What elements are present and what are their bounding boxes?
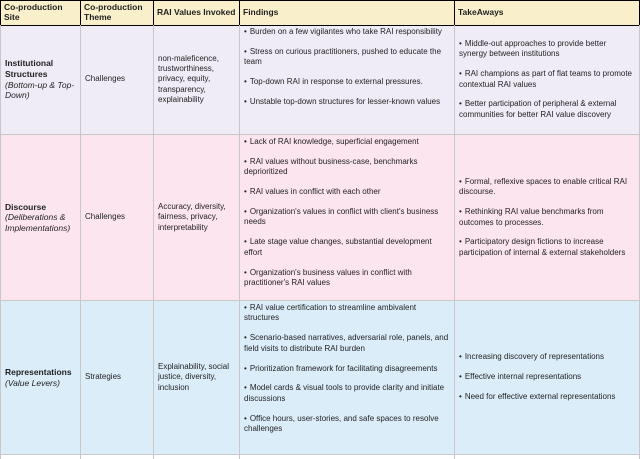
finding-item — [244, 333, 450, 354]
bullet-icon: • — [244, 413, 247, 423]
finding-item — [244, 364, 450, 374]
takeaways-list — [459, 39, 635, 120]
item-text: Organization's business values in conflict with practitioner's RAI values — [244, 267, 412, 288]
item-text: Better participation of peripheral & external communities for better RAI value discovery — [459, 99, 617, 119]
takeaways-cell — [455, 25, 640, 135]
takeaways-list — [459, 352, 635, 402]
theme-cell — [81, 135, 154, 301]
bullet-icon: • — [244, 187, 247, 197]
item-text: Lack of RAI knowledge, superficial engagement — [249, 137, 419, 146]
site-cell — [0, 301, 81, 455]
finding-item — [244, 47, 450, 68]
finding-item — [244, 77, 450, 87]
takeaway-item — [459, 207, 635, 228]
bullet-icon: • — [459, 372, 462, 382]
finding-item — [244, 303, 450, 324]
finding-item — [244, 383, 450, 404]
bullet-icon: • — [244, 207, 247, 217]
finding-item — [244, 268, 450, 289]
finding-item — [244, 207, 450, 228]
item-text: Burden on a few vigilantes who take RAI responsibility — [249, 27, 442, 36]
bullet-icon: • — [459, 99, 462, 109]
site-subtitle: (Value Levers) — [5, 377, 60, 388]
theme-label: Challenges — [85, 74, 126, 84]
findings-cell — [240, 135, 455, 301]
item-text: Middle-out approaches to provide better synergy between institutions — [459, 38, 607, 59]
bullet-icon: • — [244, 77, 247, 87]
bullet-icon: • — [244, 333, 247, 343]
column-header-theme: Co-production Theme — [81, 1, 154, 26]
empty-cell — [0, 455, 81, 459]
item-text: Office hours, user-stories, and safe spaces to resolve challenges — [244, 413, 439, 434]
table-header-row — [0, 0, 640, 25]
takeaway-item — [459, 392, 635, 402]
theme-cell — [81, 301, 154, 455]
bullet-icon: • — [459, 352, 462, 362]
takeaway-item — [459, 237, 635, 258]
bullet-icon: • — [244, 363, 247, 373]
theme-label: Strategies — [85, 372, 122, 382]
finding-item — [244, 137, 450, 147]
bullet-icon: • — [244, 46, 247, 56]
bullet-icon: • — [244, 303, 247, 312]
findings-cell — [240, 301, 455, 455]
bullet-icon: • — [459, 38, 462, 48]
table-row-discourse — [0, 135, 640, 301]
findings-list — [244, 303, 450, 435]
item-text: Participatory design fictions to increase participation of internal & external stakeholders — [459, 237, 626, 257]
finding-item — [244, 414, 450, 435]
bullet-icon: • — [244, 267, 247, 277]
site-subtitle: (Bottom-up & Top-Down) — [5, 79, 75, 101]
column-header-site: Co-production Site — [0, 1, 81, 26]
item-text: Need for effective external representations — [464, 392, 616, 402]
empty-cell — [81, 455, 154, 459]
empty-cell — [455, 455, 640, 459]
takeaways-cell — [455, 301, 640, 455]
item-text: Model cards & visual tools to provide clarity and initiate discussions — [244, 383, 445, 403]
finding-item — [244, 237, 450, 258]
takeaways-cell — [455, 135, 640, 301]
bullet-icon: • — [244, 97, 247, 107]
bullet-icon: • — [244, 383, 247, 393]
item-text: Unstable top-down structures for lesser-known values — [249, 97, 441, 107]
item-text: RAI champions as part of flat teams to promote contextual RAI values — [459, 69, 632, 89]
item-text: RAI value certification to streamline ambivalent structures — [244, 303, 417, 323]
site-subtitle: (Deliberations & Implementations) — [5, 212, 71, 233]
site-cell — [0, 135, 81, 301]
item-text: RAI values in conflict with each other — [249, 187, 381, 197]
rai-values-cell — [154, 135, 240, 301]
item-text: Prioritization framework for facilitating disagreements — [249, 363, 438, 373]
bullet-icon: • — [244, 137, 247, 146]
item-text: Formal, reflexive spaces to enable critical RAI discourse. — [459, 176, 628, 197]
rai-values-text: Explainability, social justice, diversity, inclusion — [158, 361, 229, 392]
findings-list — [244, 137, 450, 288]
bullet-icon: • — [459, 207, 462, 217]
table-row-representations — [0, 301, 640, 455]
empty-cell — [240, 455, 455, 459]
finding-item — [244, 27, 450, 37]
takeaway-item — [459, 352, 635, 362]
item-text: RAI values without business-case, benchmarks deprioritized — [244, 156, 418, 177]
rai-values-text: non-maleficence, trustworthiness, privacy, equity, transparency, explainability — [158, 53, 219, 105]
rai-values-cell — [154, 301, 240, 455]
bullet-icon: • — [459, 69, 462, 79]
item-text: Scenario-based narratives, adversarial role, panels, and field visits to distribute RAI burden — [244, 333, 449, 353]
site-title: Representations — [5, 366, 72, 377]
item-text: Rethinking RAI value benchmarks from outcomes to processes. — [459, 207, 604, 227]
takeaway-item — [459, 177, 635, 198]
bullet-icon: • — [244, 156, 247, 166]
site-cell — [0, 25, 81, 135]
table-row-institutional-structures — [0, 25, 640, 135]
takeaway-item — [459, 99, 635, 120]
rai-values-text: Accuracy, diversity, fairness, privacy, interpretability — [158, 201, 226, 232]
site-title: Discourse — [5, 201, 47, 212]
findings-list — [244, 27, 450, 107]
bullet-icon: • — [459, 237, 462, 247]
column-header-rai-values: RAI Values Invoked — [154, 1, 240, 26]
item-text: Stress on curious practitioners, pushed to educate the team — [244, 46, 442, 67]
rai-values-cell — [154, 25, 240, 135]
item-text: Top-down RAI in response to external pressures. — [249, 77, 423, 87]
item-text: Increasing discovery of representations — [464, 352, 604, 362]
finding-item — [244, 97, 450, 107]
finding-item — [244, 187, 450, 197]
takeaways-list — [459, 177, 635, 258]
bullet-icon: • — [459, 176, 462, 186]
item-text: Effective internal representations — [464, 372, 582, 382]
item-text: Organization's values in conflict with client's business needs — [244, 207, 439, 227]
takeaway-item — [459, 39, 635, 60]
partial-next-row — [0, 455, 640, 459]
item-text: Late stage value changes, substantial development effort — [244, 237, 432, 257]
findings-cell — [240, 25, 455, 135]
site-title: Institutional Structures — [5, 58, 54, 79]
empty-cell — [154, 455, 240, 459]
theme-cell — [81, 25, 154, 135]
bullet-icon: • — [244, 237, 247, 247]
bullet-icon: • — [244, 27, 247, 36]
bullet-icon: • — [459, 392, 462, 402]
theme-label: Challenges — [85, 212, 126, 222]
takeaway-item — [459, 372, 635, 382]
column-header-findings: Findings — [240, 1, 455, 26]
finding-item — [244, 157, 450, 178]
takeaway-item — [459, 69, 635, 90]
column-header-takeaways: TakeAways — [455, 1, 640, 26]
